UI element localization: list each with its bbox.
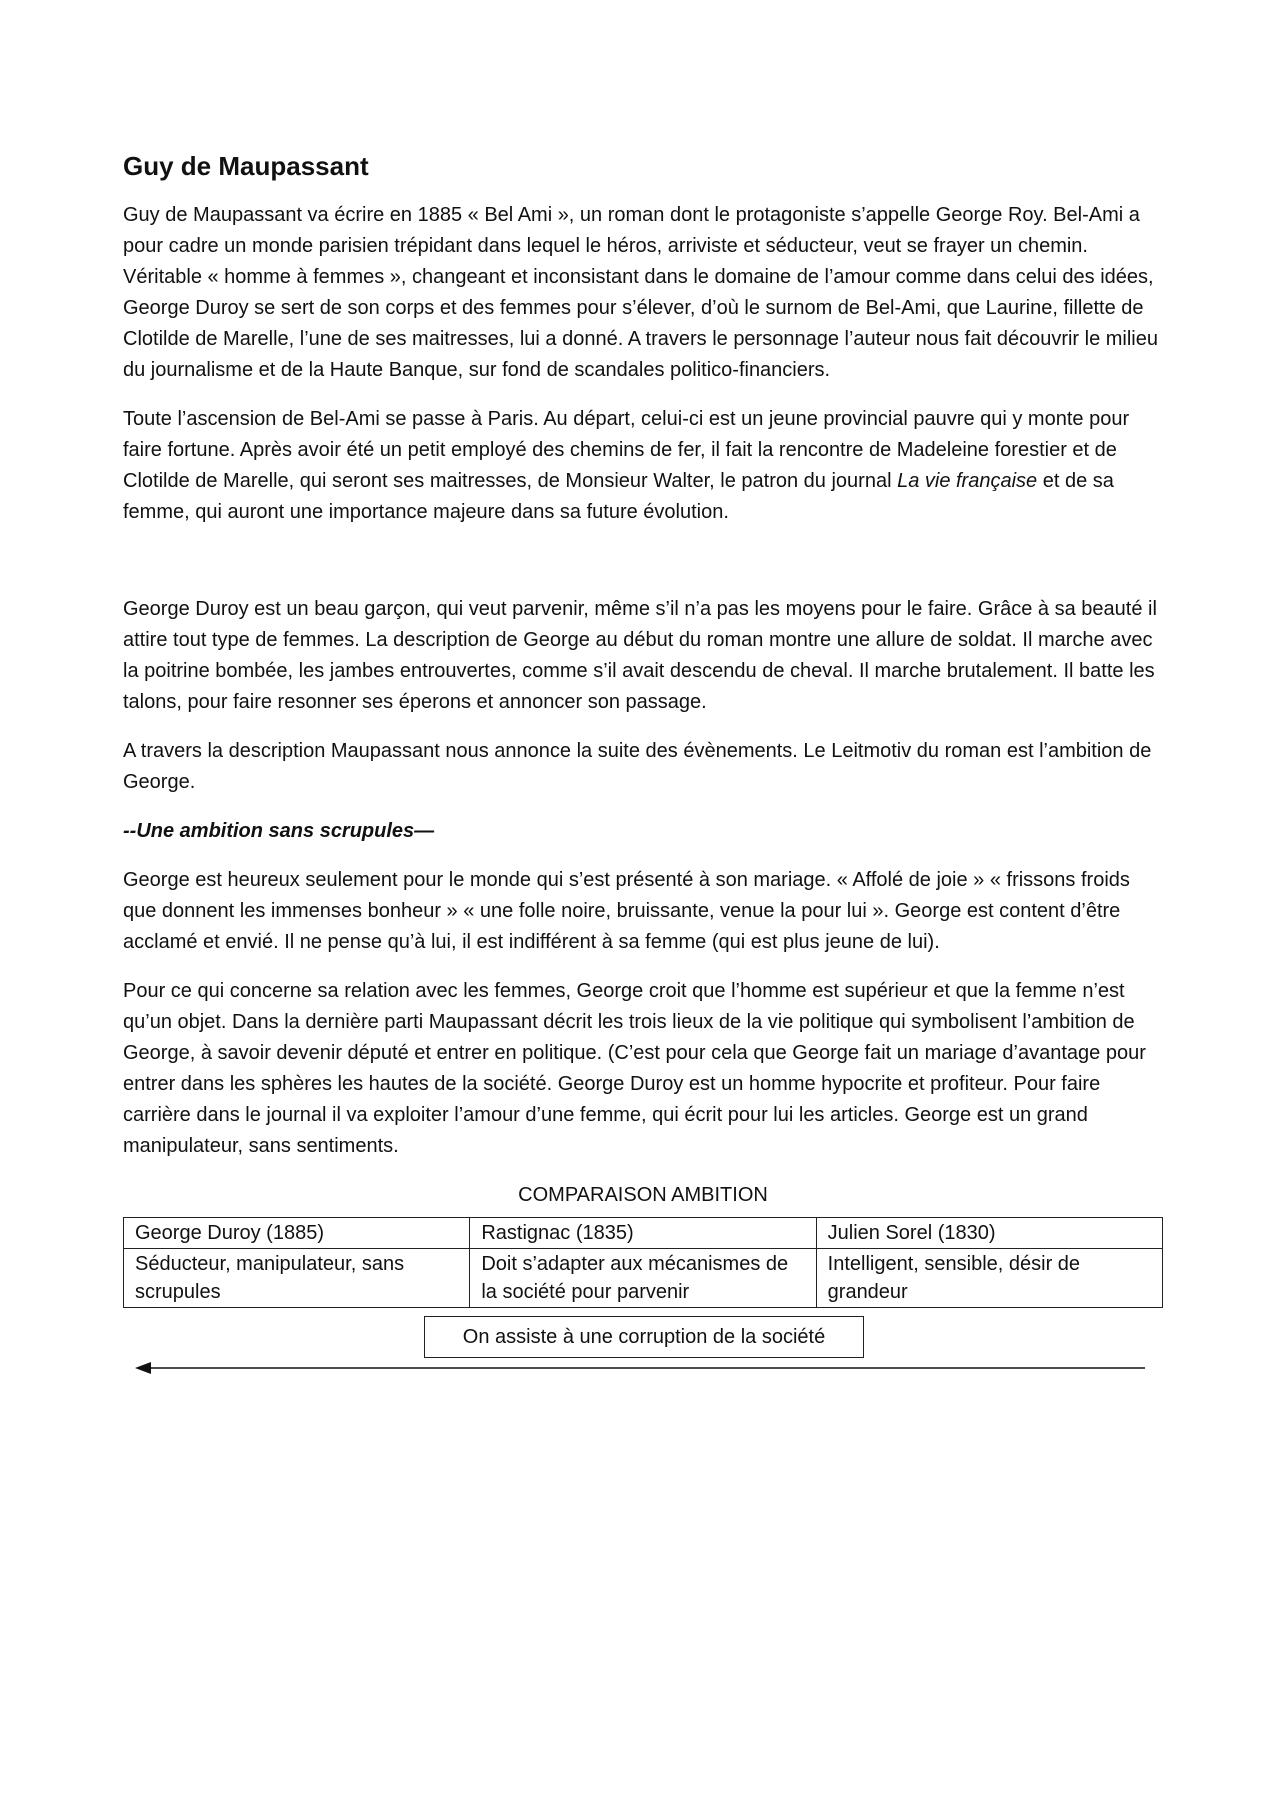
table-cell: Doit s’adapter aux mécanismes de la société pour parvenir	[470, 1249, 816, 1308]
table-header-cell: George Duroy (1885)	[124, 1218, 470, 1249]
paragraph-mariage: George est heureux seulement pour le monde qui s’est présenté à son mariage. « Affolé de joie » « frissons froids que donnent les immenses bonheur » « une folle noire, bruissante, venue la pour lui ». George est content d’être acclamé et envié. Il ne pense qu’à lui, il est indifférent à sa femme (qui est plus jeune de lui).	[123, 869, 1130, 953]
spacer	[123, 546, 1163, 594]
section-subheading: --Une ambition sans scrupules—	[123, 820, 435, 842]
comparison-table	[123, 1217, 1163, 1308]
table-caption: COMPARAISON AMBITION	[518, 1184, 768, 1206]
paragraph-intro: Guy de Maupassant va écrire en 1885 « Bel Ami », un roman dont le protagoniste s’appelle George Roy. Bel-Ami a pour cadre un monde parisien trépidant dans lequel le héros, arriviste et séducteur, veut se frayer un chemin. Véritable « homme à femmes », changeant et inconsistant dans le domaine de l’amour comme dans celui des idées, George Duroy se sert de son corps et des femmes pour s’élever, d’où le surnom de Bel-Ami, que Laurine, fillette de Clotilde de Marelle, l’une de ses maitresses, lui a donné. A travers le personnage l’auteur nous fait découvrir le milieu du journalisme et de la Haute Banque, sur fond de scandales politico-financiers.	[123, 204, 1158, 381]
left-arrow-icon	[135, 1360, 1155, 1376]
journal-title: La vie française	[897, 470, 1038, 492]
table-header-row	[124, 1218, 1163, 1249]
table-row	[124, 1249, 1163, 1308]
paragraph-ascension	[123, 404, 1163, 528]
paragraph-relation-femmes: Pour ce qui concerne sa relation avec les femmes, George croit que l’homme est supérieur et que la femme n’est qu’un objet. Dans la dernière parti Maupassant décrit les trois lieux de la vie politique qui symbolisent l’ambition de George, à savoir devenir député et entrer en politique. (C’est pour cela que George fait un mariage d’avantage pour entrer dans les sphères les hautes de la société. George Duroy est un homme hypocrite et profiteur. Pour faire carrière dans le journal il va exploiter l’amour d’une femme, qui écrit pour lui les articles. George est un grand manipulateur, sans sentiments.	[123, 980, 1146, 1157]
table-cell: Intelligent, sensible, désir de grandeur	[816, 1249, 1162, 1308]
document-title: Guy de Maupassant	[123, 151, 369, 181]
table-header-cell: Rastignac (1835)	[470, 1218, 816, 1249]
paragraph-ascension-end: et de sa femme, qui auront une importance majeure dans sa future évolution.	[123, 470, 1114, 523]
document-page	[123, 150, 1163, 1376]
paragraph-leitmotiv: A travers la description Maupassant nous annonce la suite des évènements. Le Leitmotiv du roman est l’ambition de George.	[123, 740, 1152, 793]
paragraph-ascension-text: Toute l’ascension de Bel-Ami se passe à Paris. Au départ, celui-ci est un jeune provincial pauvre qui y monte pour faire fortune. Après avoir été un petit employé des chemins de fer, il fait la rencontre de Madeleine forestier et de Clotilde de Marelle, qui seront ses maitresses, de Monsieur Walter, le patron du journal	[123, 408, 1130, 492]
table-cell: Séducteur, manipulateur, sans scrupules	[124, 1249, 470, 1308]
corruption-box-area	[123, 1316, 1163, 1376]
paragraph-description: George Duroy est un beau garçon, qui veut parvenir, même s’il n’a pas les moyens pour le faire. Grâce à sa beauté il attire tout type de femmes. La description de George au début du roman montre une allure de soldat. Il marche avec la poitrine bombée, les jambes entrouvertes, comme s’il avait descendu de cheval. Il marche brutalement. Il batte les talons, pour faire resonner ses éperons et annoncer son passage.	[123, 598, 1157, 713]
corruption-text-box: On assiste à une corruption de la société	[424, 1316, 864, 1358]
table-header-cell: Julien Sorel (1830)	[816, 1218, 1162, 1249]
